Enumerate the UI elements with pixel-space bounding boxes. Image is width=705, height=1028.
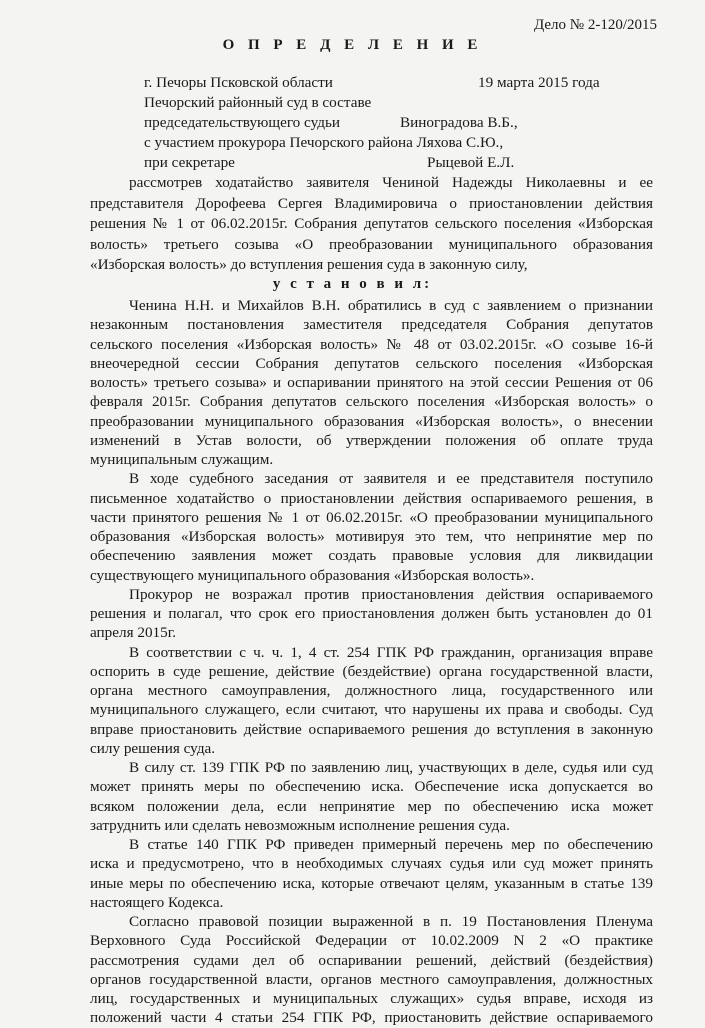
text-line: В соответствии с ч. ч. 1, 4 ст. 254 ГПК РФ гражданин, организация вправе <box>129 643 653 661</box>
text-line: преобразовании муниципального образования «Изборская волость», о внесении <box>90 412 653 430</box>
text-line: внеочередной сессии Собрания депутатов сельского поселения «Изборская <box>90 354 653 372</box>
text-line: письменное ходатайство о приостановлении действия оспариваемого решения, в <box>90 489 653 507</box>
text-line: вправе приостановить действие оспариваемого решения до вступления в законную <box>90 720 653 738</box>
document-title: О П Р Е Д Е Л Е Н И Е <box>222 37 483 53</box>
text-line: муниципальным служащим. <box>90 451 274 468</box>
text-line: иска и предусмотрено, что в необходимых случаях судья или суд может принять <box>90 855 653 873</box>
text-line: В статье 140 ГПК РФ приведен примерный перечень мер по обеспечению <box>129 836 653 853</box>
text-line: органа местного самоуправления, должностного лица, государственного или <box>90 682 653 699</box>
text-line: настоящего Кодекса. <box>90 893 224 911</box>
text-line: рассмотрения судами дел об оспаривании решений, действий (бездействия) <box>90 951 653 969</box>
text-line: незаконным постановления заместителя председателя Собрания депутатов <box>90 316 653 334</box>
case-number: Дело № 2-120/2015 <box>533 17 657 33</box>
text-line: Прокурор не возражал против приостановления действия оспариваемого <box>129 585 653 603</box>
text-line: оспорить в суде решение, действие (бездействие) органа государственной власти, <box>90 662 653 680</box>
text-line: В ходе судебного заседания от заявителя и ее представителя поступило <box>129 470 653 488</box>
court: Печорский районный суд в составе <box>144 94 372 111</box>
text-line: Ченина Н.Н. и Михайлов В.Н. обратились в суд с заявлением о признании <box>129 297 653 314</box>
place: г. Печоры Псковской области <box>144 74 333 91</box>
text-line: части принятого решения № 1 от 06.02.2015г. «О преобразовании муниципального <box>90 508 653 526</box>
text-line: обеспечению заявления может создать правовые условия для ликвидации <box>90 547 653 565</box>
established-heading: у с т а н о в и л: <box>272 276 433 292</box>
text-line: существующего муниципального образования «Изборская волость». <box>90 566 535 584</box>
text-line: В силу ст. 139 ГПК РФ по заявлению лиц, участвующих в деле, судья или суд <box>129 759 653 776</box>
judge-name: Виноградова В.Б., <box>400 114 518 131</box>
text-line: волость» третьего созыва «О преобразовании муниципального образования <box>90 235 653 253</box>
text-line: рассмотрев ходатайство заявителя Чениной Надежды Николаевны и ее <box>129 174 653 191</box>
prosecutor: с участием прокурора Печорского района Ляхова С.Ю., <box>144 134 504 151</box>
text-line: решения № 1 от 06.02.2015г. Собрания депутатов сельского поселения «Изборская <box>90 215 653 233</box>
text-line: «Изборская волость» до вступления решения суда в законную силу, <box>90 256 528 274</box>
text-line: иные меры по обеспечению иска, которые отвечают целям, указанным в статье 139 <box>90 874 653 892</box>
text-line: апреля 2015г. <box>90 624 177 642</box>
judge-label: председательствующего судьи <box>144 114 341 131</box>
text-line: изменений в Устав волости, об утверждении положения об оплате труда <box>90 431 653 449</box>
text-line: образования «Изборская волость» мотивируя это тем, что непринятие мер по <box>90 528 653 545</box>
text-line: всяком положении дела, если непринятие мер по обеспечению иска может <box>90 797 653 815</box>
text-line: февраля 2015г. Собрания депутатов сельского поселения «Изборская волость» о <box>90 393 653 411</box>
text-line: положений части 4 статьи 254 ГПК РФ, приостановить действие оспариваемого <box>90 1009 653 1027</box>
text-line: волость» третьего созыва» и оспаривании принятого на этой сессии Решения от 06 <box>90 374 653 391</box>
text-line: органов государственной власти, органов местного самоуправления, должностных <box>90 970 653 988</box>
text-line: решения и полагал, что срок его приостановления должен быть установлен до 01 <box>90 605 653 622</box>
text-line: представителя Дорофеева Сергея Владимировича о приостановлении действия <box>90 194 653 212</box>
text-line: лиц, государственных и муниципальных служащих» судья вправе, исходя из <box>90 990 653 1007</box>
text-line: затруднить или сделать невозможным исполнение решения суда. <box>90 816 510 834</box>
date: 19 марта 2015 года <box>478 74 600 91</box>
secretary-name: Рыцевой Е.Л. <box>427 154 515 171</box>
text-line: силу решения суда. <box>90 739 216 757</box>
text-line: сельского поселения «Изборская волость» № 48 от 03.02.2015г. «О созыве 16-й <box>90 335 653 353</box>
secretary-label: при секретаре <box>144 154 235 171</box>
text-line: Верховного Суда Российской Федерации от 10.02.2009 N 2 «О практике <box>90 932 653 950</box>
text-line: Согласно правовой позиции выраженной в п. 19 Постановления Пленума <box>129 913 653 930</box>
text-line: муниципального служащего, если считают, что нарушены их права и свободы. Суд <box>90 701 653 719</box>
text-line: может принять меры по обеспечению иска. Обеспечение иска допускается во <box>90 778 653 796</box>
